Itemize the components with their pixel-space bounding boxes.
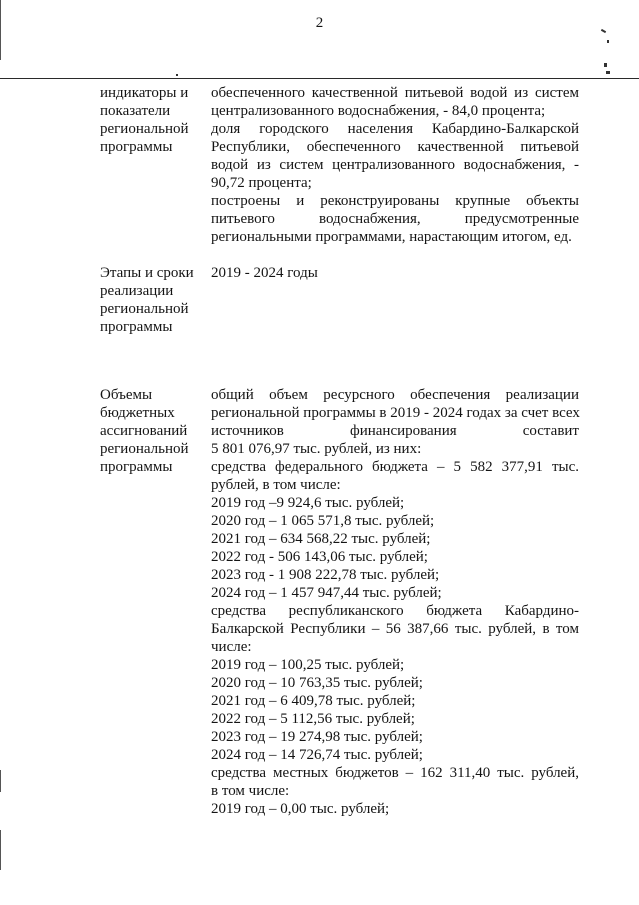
section-content — [211, 386, 579, 818]
section-label — [100, 386, 200, 476]
content-line: средства местных бюджетов – 162 311,40 тыс. рублей, — [211, 765, 579, 781]
content-line: Балкарской Республики – 56 387,66 тыс. рублей, в том — [211, 621, 579, 637]
scan-speck — [176, 74, 178, 76]
content-line: 2019 год – 100,25 тыс. рублей; — [211, 657, 405, 673]
content-line: Республики, обеспеченного качественной питьевой — [211, 139, 579, 155]
content-line: 2020 год – 10 763,35 тыс. рублей; — [211, 675, 423, 691]
content-line: региональной программы в 2019 - 2024 годах за счет всех — [211, 405, 580, 421]
section-content — [211, 84, 579, 246]
label-line: программы — [100, 139, 173, 155]
left-margin-scan-mark — [0, 770, 1, 792]
scan-speck — [607, 40, 609, 43]
content-line: 2019 - 2024 годы — [211, 265, 318, 281]
label-line: региональной — [100, 441, 189, 457]
content-line: 5 801 076,97 тыс. рублей, из них: — [211, 441, 422, 457]
label-line: Этапы и сроки — [100, 265, 194, 281]
left-margin-scan-line — [0, 0, 1, 60]
content-line: в том числе: — [211, 783, 290, 799]
label-line: реализации — [100, 283, 174, 299]
content-line: общий объем ресурсного обеспечения реализации — [211, 387, 579, 403]
content-line: 2019 год – 0,00 тыс. рублей; — [211, 801, 390, 817]
label-line: региональной — [100, 121, 189, 137]
content-line: построены и реконструированы крупные объекты — [211, 193, 579, 209]
label-line: региональной — [100, 301, 189, 317]
content-line: средства республиканского бюджета Кабардино- — [211, 603, 579, 619]
section-label — [100, 264, 200, 336]
left-margin-scan-mark — [0, 830, 1, 870]
section-label — [100, 84, 200, 156]
content-line: водой из систем централизованного водоснабжения, - — [211, 157, 579, 173]
content-line: централизованного водоснабжения, - 84,0 процента; — [211, 103, 546, 119]
content-line: источников финансирования составит — [211, 423, 579, 439]
content-line: питьевого водоснабжения, предусмотренные — [211, 211, 579, 227]
content-line: 2020 год – 1 065 571,8 тыс. рублей; — [211, 513, 435, 529]
content-line: обеспеченного качественной питьевой водой из систем — [211, 85, 579, 101]
content-line: 2023 год – 19 274,98 тыс. рублей; — [211, 729, 423, 745]
content-line: 2021 год – 634 568,22 тыс. рублей; — [211, 531, 431, 547]
label-line: бюджетных — [100, 405, 175, 421]
scan-speck — [606, 71, 610, 74]
scan-speck — [604, 63, 607, 67]
top-divider-line — [0, 78, 639, 79]
content-line: числе: — [211, 639, 252, 655]
label-line: показатели — [100, 103, 171, 119]
label-line: Объемы — [100, 387, 153, 403]
content-line: 2024 год – 14 726,74 тыс. рублей; — [211, 747, 423, 763]
content-line: 2019 год –9 924,6 тыс. рублей; — [211, 495, 405, 511]
content-line: 2024 год – 1 457 947,44 тыс. рублей; — [211, 585, 442, 601]
content-line: 2023 год - 1 908 222,78 тыс. рублей; — [211, 567, 440, 583]
content-line: доля городского населения Кабардино-Балкарской — [211, 121, 579, 137]
content-line: региональными программами, нарастающим итогом, ед. — [211, 229, 572, 245]
content-line: 2022 год – 5 112,56 тыс. рублей; — [211, 711, 415, 727]
label-line: ассигнований — [100, 423, 188, 439]
content-line: средства федерального бюджета – 5 582 377,91 тыс. — [211, 459, 579, 475]
content-line: 2022 год - 506 143,06 тыс. рублей; — [211, 549, 428, 565]
label-line: программы — [100, 319, 173, 335]
label-line: программы — [100, 459, 173, 475]
content-line: рублей, в том числе: — [211, 477, 341, 493]
content-line: 90,72 процента; — [211, 175, 312, 191]
content-line: 2021 год – 6 409,78 тыс. рублей; — [211, 693, 416, 709]
page-number: 2 — [315, 15, 324, 31]
label-line: индикаторы и — [100, 85, 189, 101]
section-content — [211, 264, 579, 282]
